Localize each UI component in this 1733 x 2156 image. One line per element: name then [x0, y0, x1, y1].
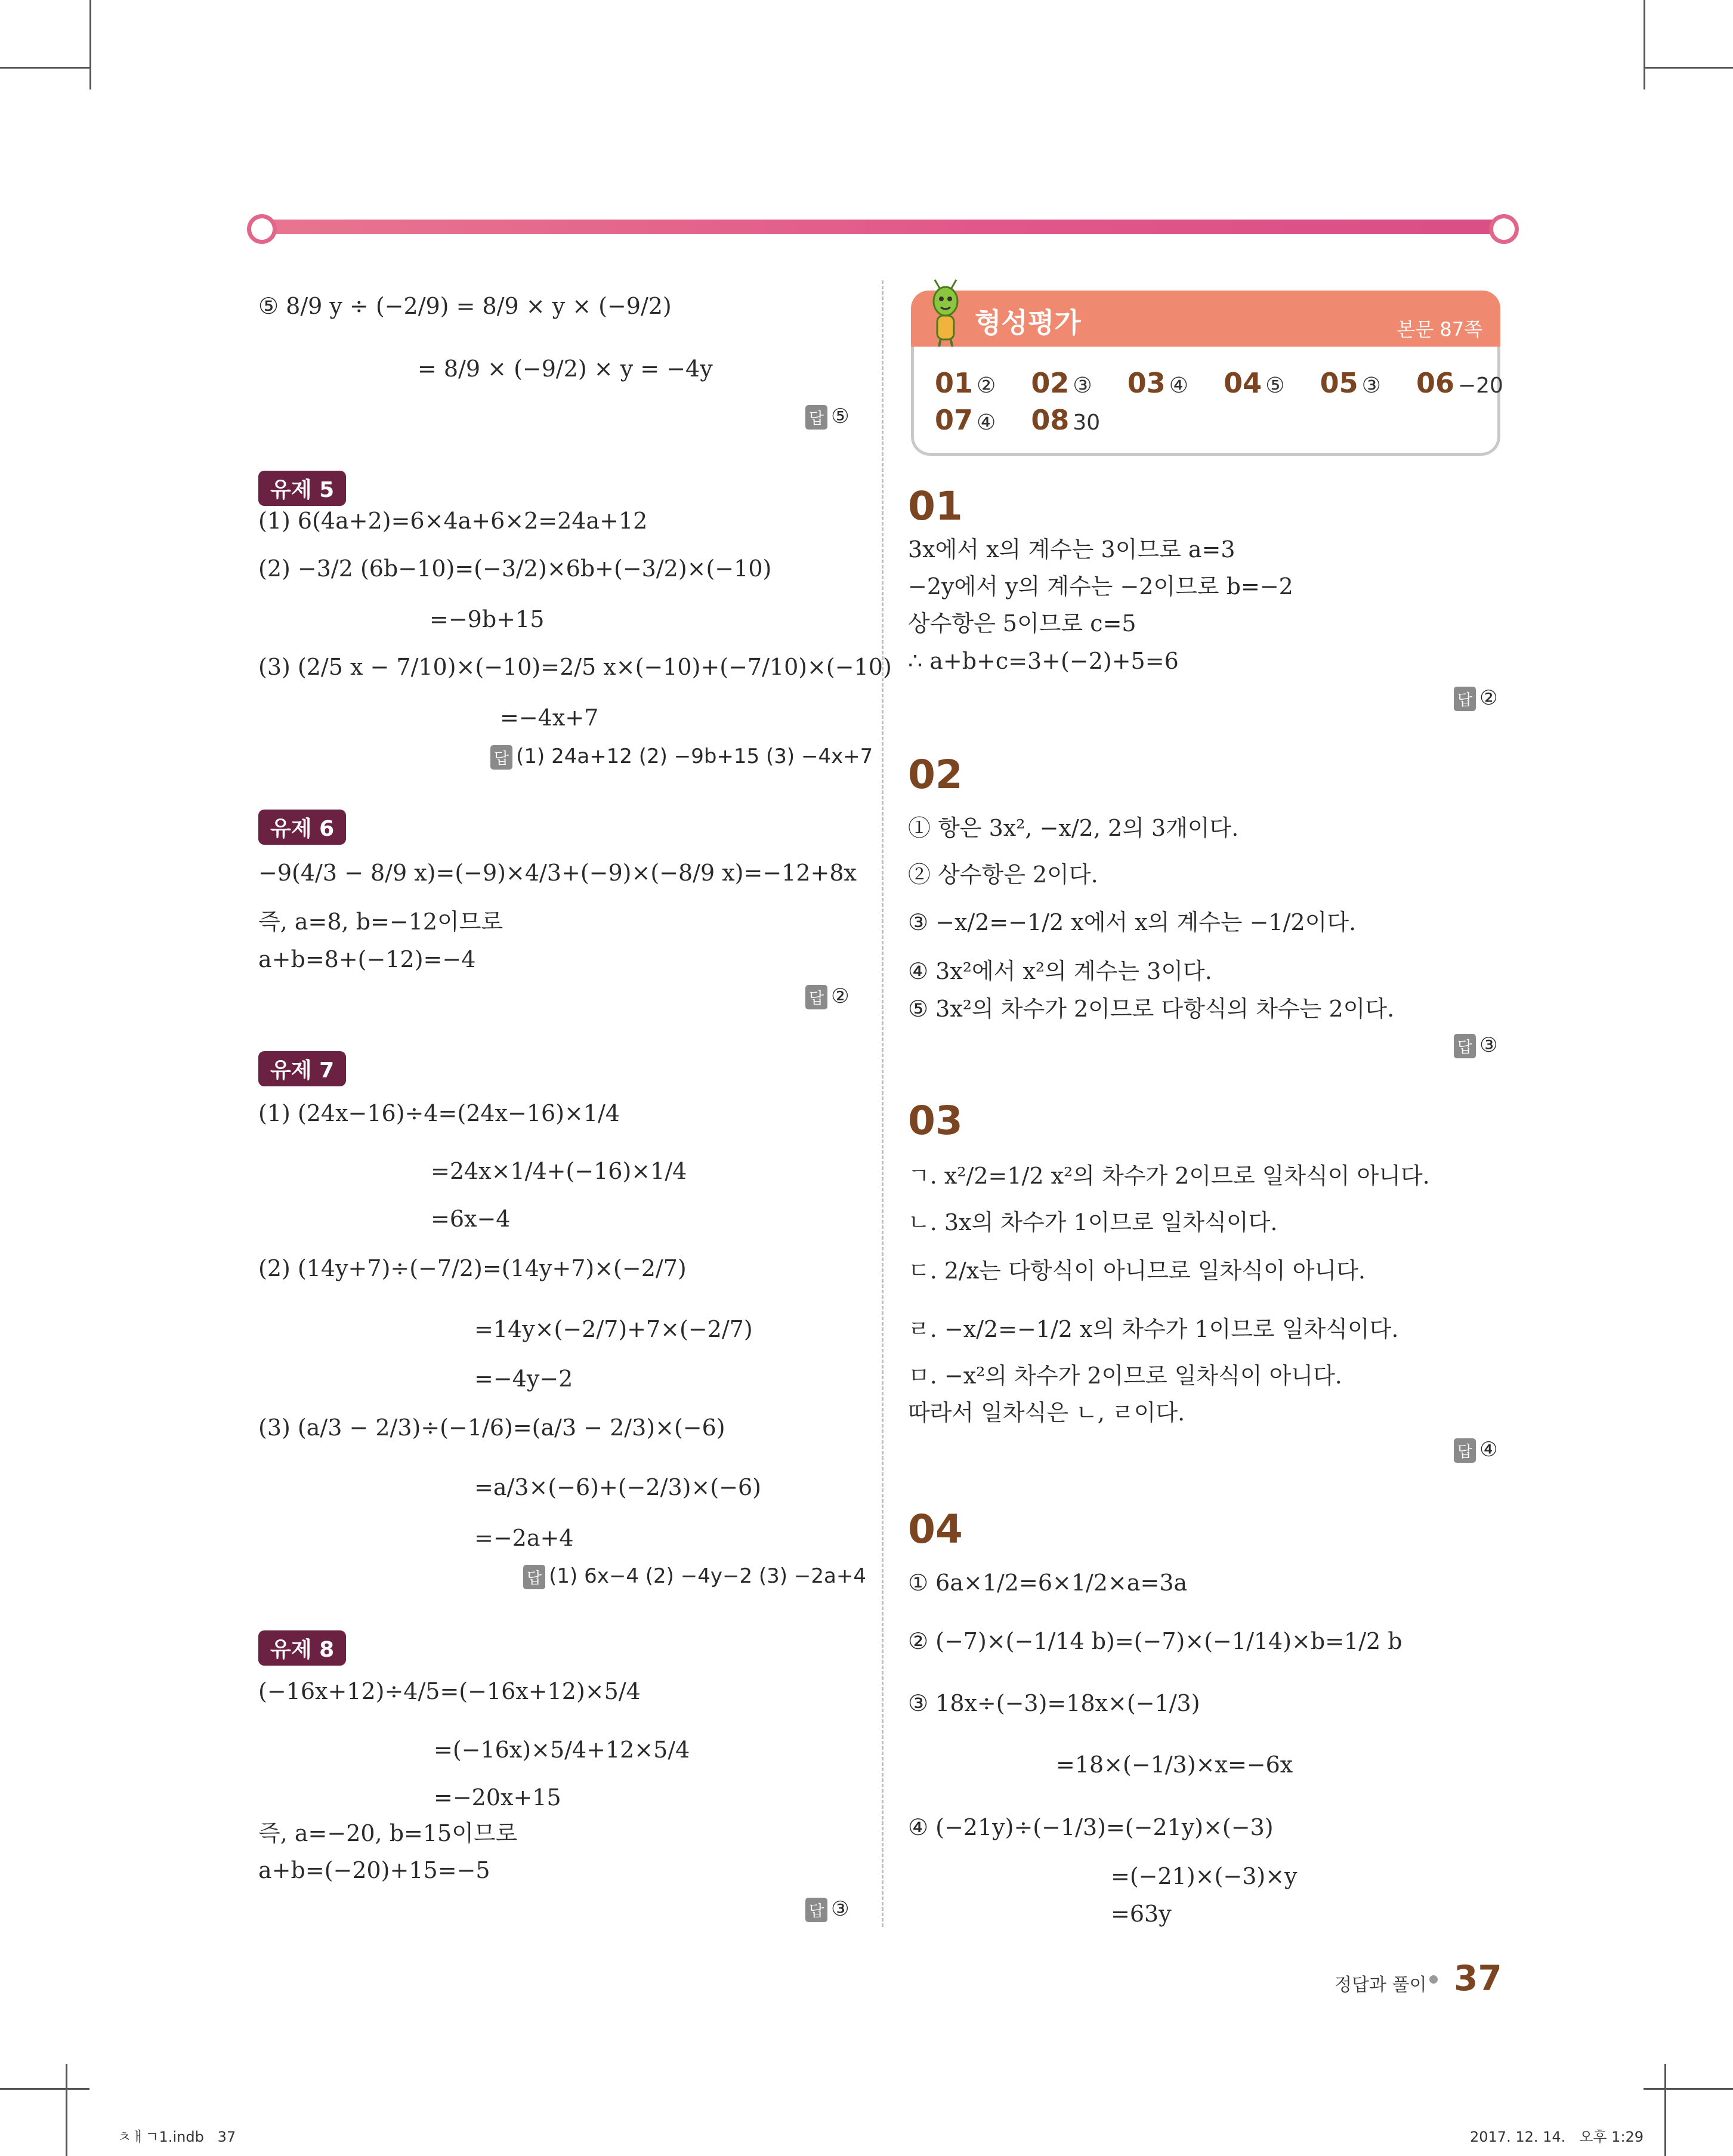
answer-ex5: 답 (1) 24a+12 (2) −9b+15 (3) −4x+7: [490, 745, 873, 770]
ex6-line: −9(4/3 − 8/9 x)=(−9)×4/3+(−9)×(−8/9 x)=−12+8x: [258, 860, 857, 886]
q02-line: ⑤ 3x²의 차수가 2이므로 다항식의 차수는 2이다.: [908, 996, 1395, 1022]
ex8-line: =(−16x)×5/4+12×5/4: [434, 1737, 690, 1763]
answer-number: 04: [1224, 367, 1262, 399]
q04-line: ③ 18x÷(−3)=18x×(−1/3): [908, 1690, 1200, 1716]
q01-line: 상수항은 5이므로 c=5: [908, 610, 1136, 637]
q04-line: ② (−7)×(−1/14 b)=(−7)×(−1/14)×b=1/2 b: [908, 1628, 1403, 1654]
answer-mark: 답: [523, 1565, 545, 1589]
answer-value: −20: [1457, 373, 1503, 398]
q04-line: =18×(−1/3)×x=−6x: [1056, 1752, 1293, 1778]
ex8-line: 즉, a=−20, b=15이므로: [258, 1820, 518, 1846]
crop-mark: [1644, 67, 1733, 69]
header-bar-left-ring: [247, 214, 277, 244]
ex5-line: =−4x+7: [500, 705, 599, 731]
q04-line: =(−21)×(−3)×y: [1111, 1863, 1298, 1889]
answer-number: 01: [935, 367, 974, 399]
q02-line: ④ 3x²에서 x²의 계수는 3이다.: [908, 958, 1212, 984]
answer-number: 02: [1031, 367, 1070, 399]
ex7-line: (3) (a/3 − 2/3)÷(−1/6)=(a/3 − 2/3)×(−6): [258, 1414, 725, 1441]
formative-assessment-box: [911, 291, 1503, 464]
answer-item5: 답 ⑤: [805, 404, 849, 430]
header-bar: [255, 220, 1506, 234]
answer-number: 06: [1416, 367, 1454, 399]
ex7-label: 유제 7: [258, 1051, 346, 1086]
crop-mark: [1664, 2064, 1666, 2156]
ex5-line: (2) −3/2 (6b−10)=(−3/2)×6b+(−3/2)×(−10): [258, 555, 772, 582]
q03-line: ㄱ. x²/2=1/2 x²의 차수가 2이므로 일차식이 아니다.: [908, 1163, 1430, 1189]
answer-mark: 답: [805, 405, 827, 430]
question-number: 02: [908, 752, 963, 798]
item5-line-2: = 8/9 × (−9/2) × y = −4y: [418, 356, 713, 382]
answer-ex6: 답 ②: [805, 984, 849, 1009]
formative-row-2: [935, 404, 1132, 436]
answer-value: ③: [1361, 373, 1381, 398]
ex7-line: (1) (24x−16)÷4=(24x−16)×1/4: [258, 1100, 620, 1126]
crop-mark: [0, 2088, 89, 2090]
q02-line: ① 항은 3x², −x/2, 2의 3개이다.: [908, 815, 1239, 841]
q03-line: ㄹ. −x/2=−1/2 x의 차수가 1이므로 일차식이다.: [908, 1316, 1399, 1342]
formative-answers: [911, 347, 1500, 456]
answer-number: 05: [1320, 367, 1358, 399]
ex5-line: (1) 6(4a+2)=6×4a+6×2=24a+12: [258, 508, 648, 534]
ex7-line: =−4y−2: [474, 1366, 573, 1392]
print-timestamp: 2017. 12. 14. 오후 1:29: [1470, 2129, 1644, 2145]
answer-value: ③: [1073, 373, 1092, 398]
crop-mark: [0, 67, 89, 69]
answer-q01: 답 ②: [1454, 686, 1498, 711]
formative-title: 형성평가: [975, 307, 1081, 339]
answer-value: ④: [977, 410, 996, 435]
answer-number: 03: [1127, 367, 1166, 399]
q01-line: ∴ a+b+c=3+(−2)+5=6: [908, 648, 1179, 674]
crop-mark: [66, 2064, 67, 2156]
ex5-line: (3) (2/5 x − 7/10)×(−10)=2/5 x×(−10)+(−7/10)×(−10): [258, 654, 892, 680]
q04-line: =63y: [1111, 1901, 1172, 1927]
ex8-line: (−16x+12)÷4/5=(−16x+12)×5/4: [258, 1678, 641, 1704]
crop-mark: [1644, 0, 1645, 89]
ex5-label: 유제 5: [258, 471, 346, 506]
ex7-line: =6x−4: [431, 1206, 511, 1232]
q04-line: ① 6a×1/2=6×1/2×a=3a: [908, 1570, 1188, 1596]
answer-mark: 답: [490, 745, 512, 770]
footer-dot: [1429, 1975, 1438, 1984]
answer-mark: 답: [805, 1898, 827, 1922]
q03-line: ㄷ. 2/x는 다항식이 아니므로 일차식이 아니다.: [908, 1258, 1366, 1284]
answer-value: ④: [1169, 373, 1189, 398]
ex7-line: =a/3×(−6)+(−2/3)×(−6): [474, 1474, 761, 1500]
ex7-line: =14y×(−2/7)+7×(−2/7): [474, 1316, 753, 1342]
q02-line: ③ −x/2=−1/2 x에서 x의 계수는 −1/2이다.: [908, 909, 1357, 935]
ex8-line: a+b=(−20)+15=−5: [258, 1857, 490, 1883]
header-bar-right-ring: [1489, 214, 1519, 244]
q03-line: 따라서 일차식은 ㄴ, ㄹ이다.: [908, 1400, 1185, 1426]
question-number: 01: [908, 483, 963, 529]
ex6-label: 유제 6: [258, 810, 346, 845]
answer-value: ②: [977, 373, 996, 398]
answer-mark: 답: [1454, 1034, 1476, 1058]
item5-line-1: ⑤ 8/9 y ÷ (−2/9) = 8/9 × y × (−9/2): [258, 293, 672, 319]
answer-q02: 답 ③: [1454, 1033, 1498, 1058]
answer-mark: 답: [1454, 1438, 1476, 1463]
answer-number: 08: [1031, 404, 1070, 436]
question-number: 03: [908, 1098, 963, 1144]
q04-line: ④ (−21y)÷(−1/3)=(−21y)×(−3): [908, 1814, 1274, 1840]
column-divider: [882, 280, 884, 1927]
answer-ex7: 답 (1) 6x−4 (2) −4y−2 (3) −2a+4: [523, 1564, 866, 1589]
crop-mark: [89, 0, 91, 89]
formative-page-ref: 본문 87쪽: [1397, 318, 1482, 341]
page-number: 37: [1454, 1958, 1502, 1999]
ex7-line: =24x×1/4+(−16)×1/4: [431, 1158, 687, 1184]
answer-ex8: 답 ③: [805, 1897, 849, 1922]
footer-section-title: 정답과 풀이: [1334, 1975, 1427, 1996]
q01-line: −2y에서 y의 계수는 −2이므로 b=−2: [908, 573, 1293, 600]
q03-line: ㄴ. 3x의 차수가 1이므로 일차식이다.: [908, 1209, 1278, 1235]
ex7-line: (2) (14y+7)÷(−7/2)=(14y+7)×(−2/7): [258, 1255, 687, 1281]
formative-row-1: [935, 367, 1536, 399]
ex6-line: 즉, a=8, b=−12이므로: [258, 909, 503, 935]
q01-line: 3x에서 x의 계수는 3이므로 a=3: [908, 536, 1235, 563]
ex8-label: 유제 8: [258, 1630, 346, 1666]
ex5-line: =−9b+15: [430, 606, 545, 632]
answer-q03: 답 ④: [1454, 1438, 1498, 1463]
print-file-info: ㅊㅐㄱ1.indb 37: [118, 2129, 236, 2145]
crop-mark: [1644, 2088, 1733, 2090]
ex6-line: a+b=8+(−12)=−4: [258, 946, 476, 972]
q03-line: ㅁ. −x²의 차수가 2이므로 일차식이 아니다.: [908, 1363, 1342, 1389]
answer-value: ⑤: [1265, 373, 1285, 398]
answer-mark: 답: [1454, 687, 1476, 711]
answer-value: 30: [1073, 410, 1101, 435]
q02-line: ② 상수항은 2이다.: [908, 861, 1098, 888]
ex7-line: =−2a+4: [474, 1525, 574, 1551]
answer-mark: 답: [805, 985, 827, 1009]
answer-number: 07: [935, 404, 974, 436]
ex8-line: =−20x+15: [434, 1784, 561, 1811]
question-number: 04: [908, 1506, 963, 1552]
